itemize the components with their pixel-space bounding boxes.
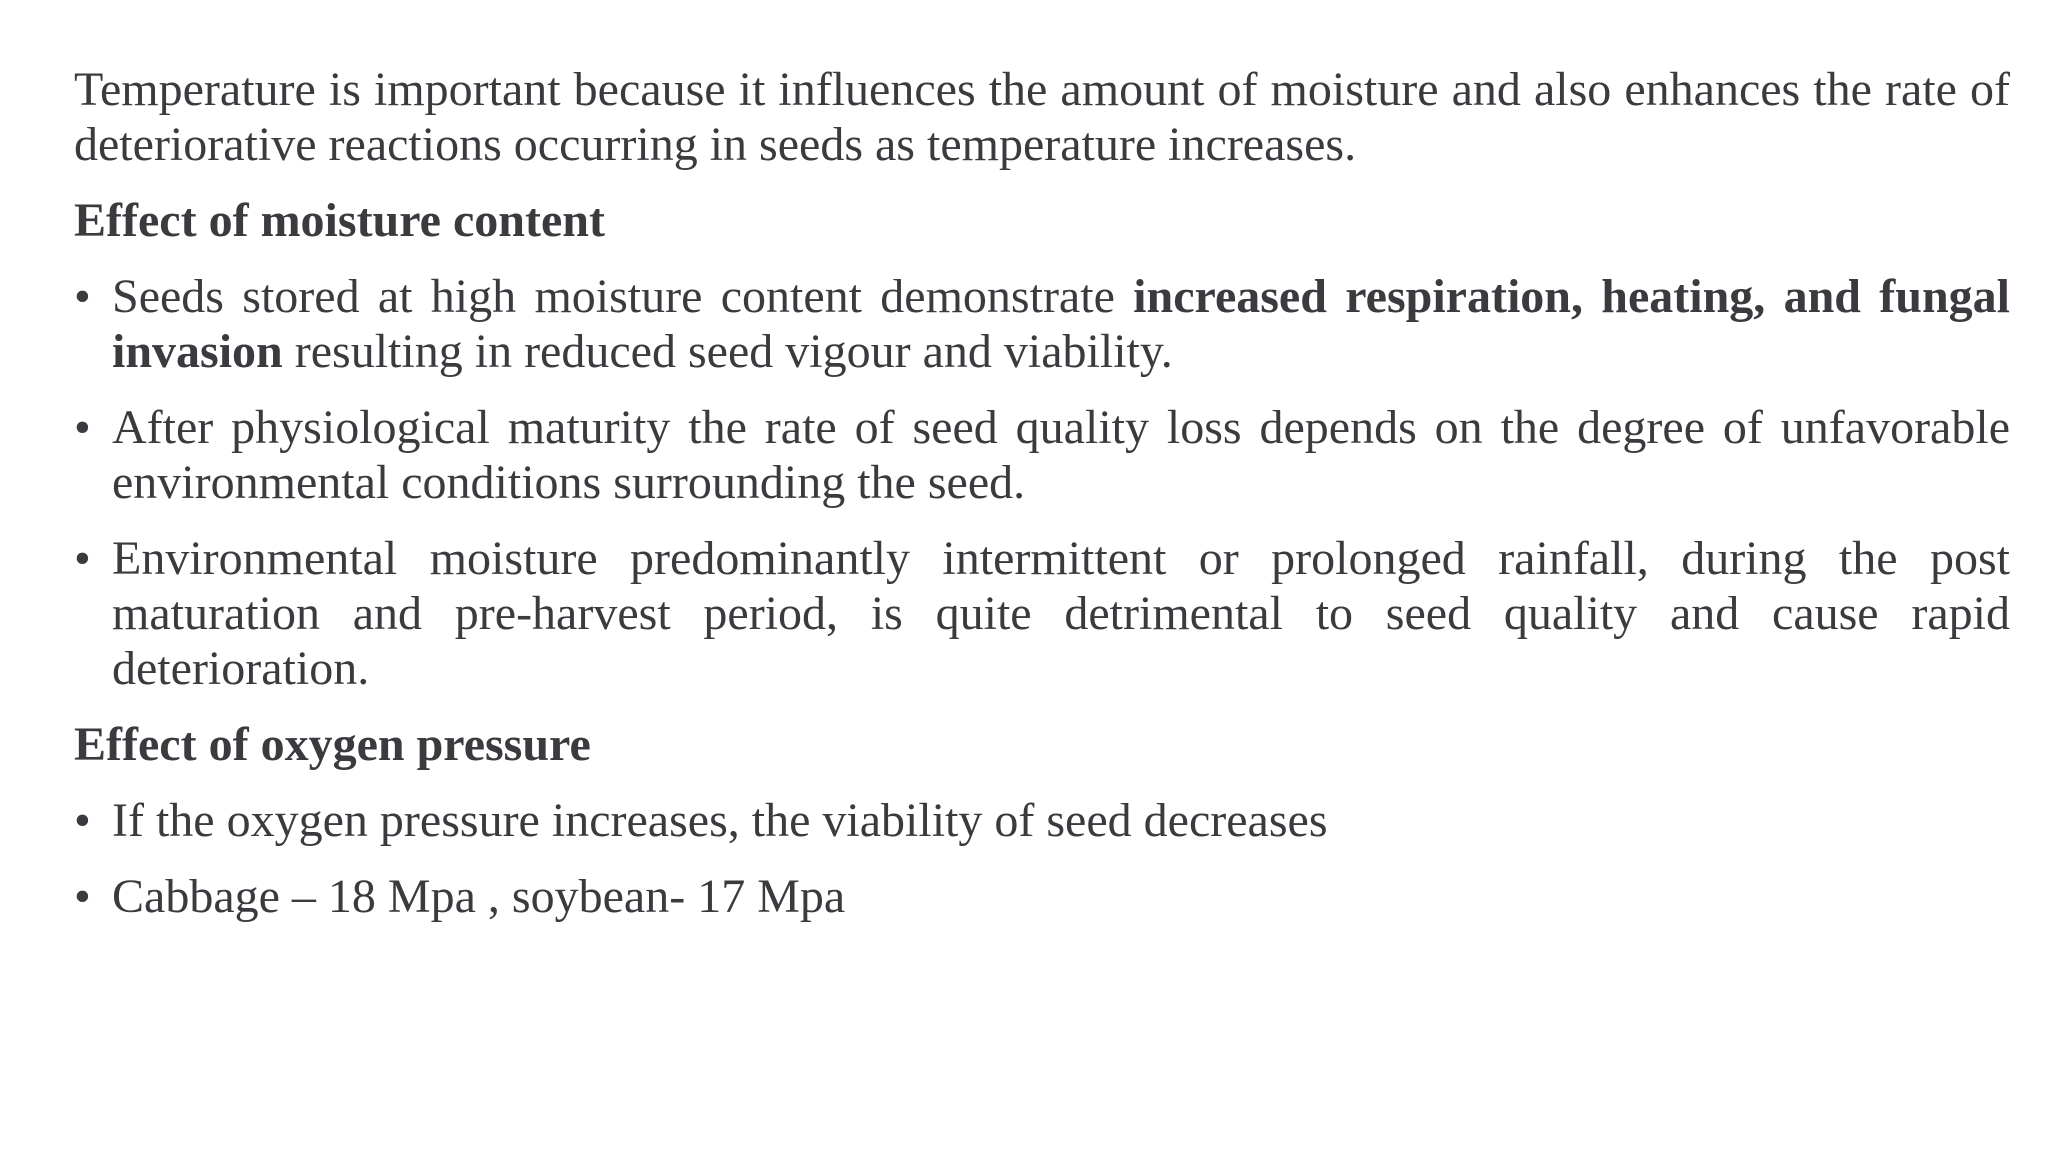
moisture-bullet-1-text-pre: Seeds stored at high moisture content demonstrate <box>112 270 1134 323</box>
oxygen-bullet-2 <box>74 869 2010 924</box>
oxygen-bullet-1-text: If the oxygen pressure increases, the viability of seed decreases <box>112 794 1328 847</box>
oxygen-bullet-list <box>74 793 2010 924</box>
oxygen-heading: Effect of oxygen pressure <box>74 718 591 771</box>
moisture-bullet-2 <box>74 400 2010 510</box>
moisture-bullet-1-text-bold: increased respiration, heating, and fungal invasion <box>112 270 2010 378</box>
moisture-bullet-2-text: After physiological maturity the rate of seed quality loss depends on the degree of unfavorable environmental conditions surrounding the seed. <box>112 401 2010 509</box>
moisture-bullet-list <box>74 269 2010 696</box>
bullet-icon: • <box>74 870 91 923</box>
oxygen-bullet-1 <box>74 793 2010 848</box>
moisture-bullet-1-text-post: resulting in reduced seed vigour and viability. <box>282 325 1173 378</box>
oxygen-bullet-2-text: Cabbage – 18 Mpa , soybean- 17 Mpa <box>112 870 846 923</box>
bullet-icon: • <box>74 270 91 323</box>
slide-content <box>74 62 2010 945</box>
moisture-bullet-1 <box>74 269 2010 379</box>
bullet-icon: • <box>74 532 91 585</box>
moisture-bullet-3-text: Environmental moisture predominantly intermittent or prolonged rainfall, during the post maturation and pre-harvest period, is quite detrimental to seed quality and cause rapid deterioration. <box>112 532 2010 695</box>
bullet-icon: • <box>74 401 91 454</box>
intro-paragraph: Temperature is important because it influences the amount of moisture and also enhances the rate of deteriorative reactions occurring in seeds as temperature increases. <box>74 63 2010 171</box>
moisture-heading: Effect of moisture content <box>74 194 605 247</box>
bullet-icon: • <box>74 794 91 847</box>
moisture-bullet-3 <box>74 531 2010 696</box>
